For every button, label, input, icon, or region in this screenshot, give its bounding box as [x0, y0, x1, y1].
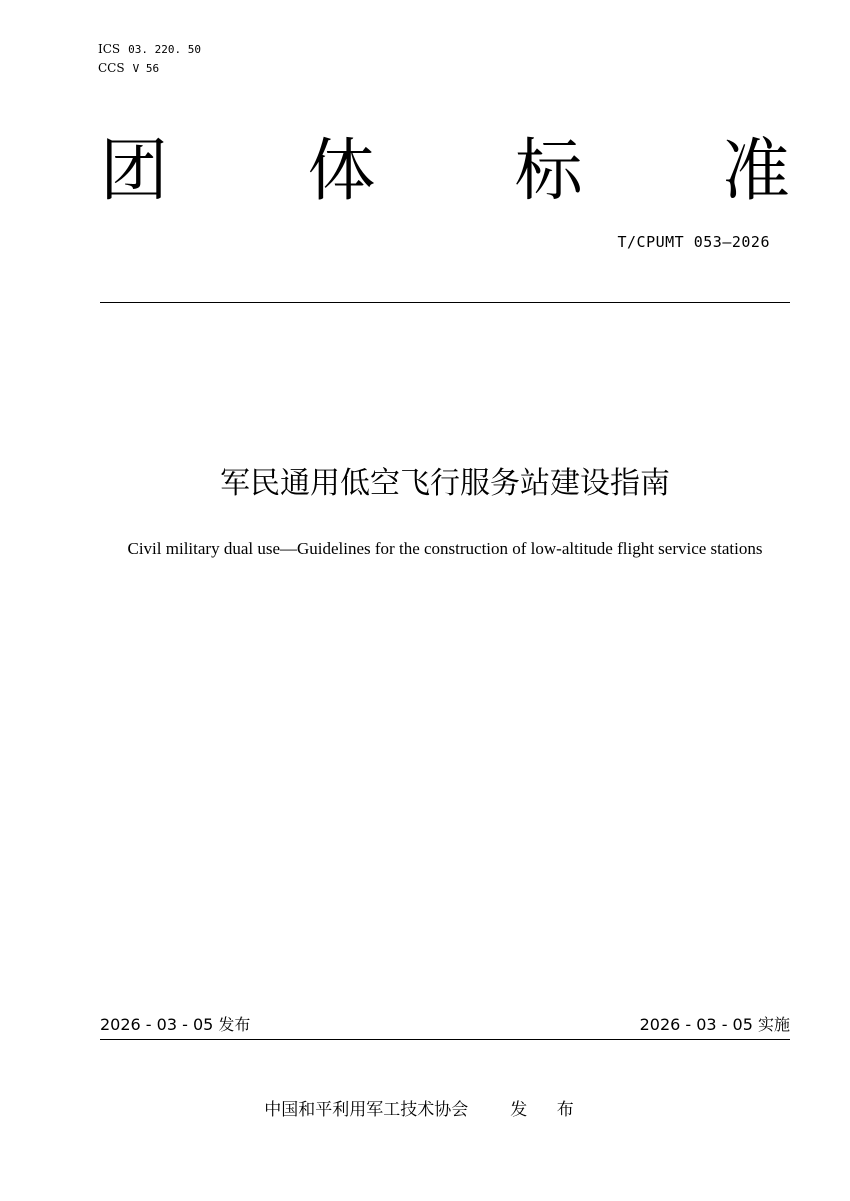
publisher-name: 中国和平利用军工技术协会	[264, 1100, 469, 1120]
standard-type-heading	[100, 132, 790, 212]
publisher-row	[0, 1097, 850, 1123]
ccs-label: CCS	[98, 61, 125, 75]
ics-value: 03. 220. 50	[128, 43, 202, 56]
publish-label: 发 布	[510, 1100, 586, 1120]
title-chinese: 军民通用低空飞行服务站建设指南	[220, 466, 670, 501]
issue-date: 2026 - 03 - 05 发布	[100, 1015, 251, 1034]
ccs-code	[98, 59, 201, 78]
date-row	[100, 1013, 790, 1037]
heading-char: 团	[100, 132, 169, 211]
heading-char: 准	[721, 132, 790, 211]
heading-char: 体	[307, 132, 376, 211]
classification-codes	[98, 40, 201, 78]
ics-code	[98, 40, 201, 59]
standard-number: T/CPUMT 053—2026	[617, 233, 770, 251]
title-english: Civil military dual use—Guidelines for the construction of low-altitude flight service stations	[127, 539, 763, 558]
bottom-divider	[100, 1039, 790, 1040]
heading-char: 标	[514, 132, 583, 211]
ics-label: ICS	[98, 42, 121, 56]
top-divider	[100, 302, 790, 303]
ccs-value: V 56	[132, 62, 160, 75]
implementation-date: 2026 - 03 - 05 实施	[639, 1015, 790, 1034]
